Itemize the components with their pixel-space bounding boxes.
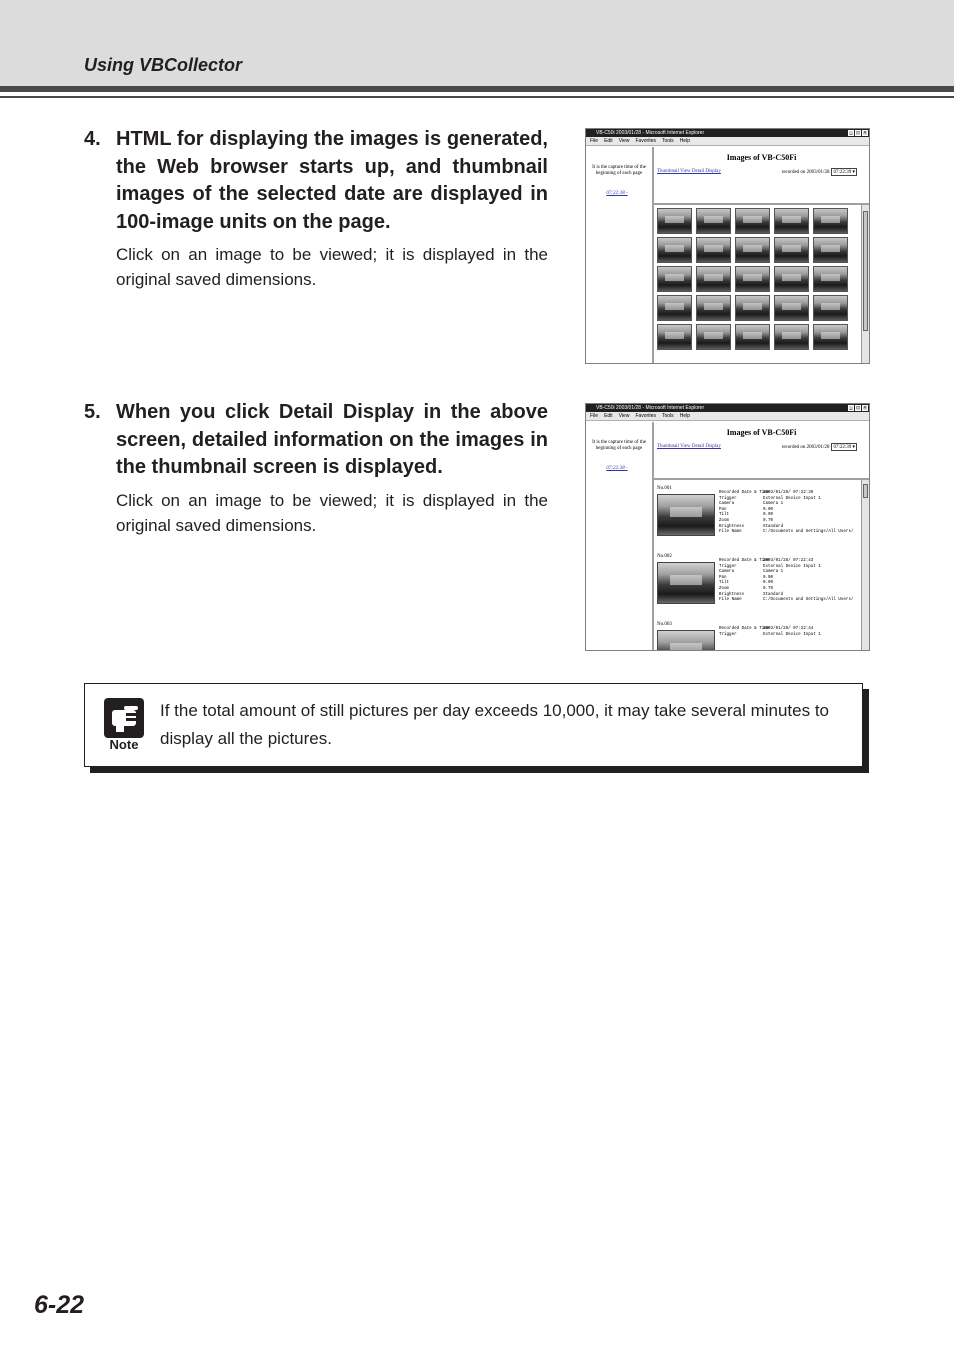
detail-label: Tilt xyxy=(719,513,730,518)
detail-label: Zoom xyxy=(719,586,730,591)
thumbnail-image[interactable] xyxy=(657,208,692,234)
thumbnail-image[interactable] xyxy=(813,266,848,292)
menu-edit[interactable]: Edit xyxy=(604,138,613,144)
note-text: If the total amount of still pictures per day exceeds 10,000, it may take several minutes to display all the pictures. xyxy=(160,701,830,748)
header-rule-thin xyxy=(0,96,954,98)
detail-table xyxy=(719,627,821,638)
scrollbar[interactable] xyxy=(861,480,869,650)
detail-label: Camera xyxy=(719,502,735,507)
detail-number: No.002 xyxy=(657,554,672,559)
detail-value: External Device Input 1 xyxy=(763,496,821,501)
detail-label: Tilt xyxy=(719,581,730,586)
thumbnail-image[interactable] xyxy=(735,266,770,292)
window-titlebar xyxy=(586,129,869,137)
detail-row xyxy=(719,598,853,604)
top-frame xyxy=(654,422,869,480)
menu-help[interactable]: Help xyxy=(679,138,690,144)
detail-number: No.003 xyxy=(657,622,672,627)
recorded-on xyxy=(782,168,857,176)
detail-value: Standard xyxy=(763,592,784,597)
menubar xyxy=(586,137,869,146)
step-4 xyxy=(84,126,548,292)
detail-value: External Device Input 1 xyxy=(763,564,821,569)
detail-value: Camera 1 xyxy=(763,570,784,575)
thumbnail-image[interactable] xyxy=(696,266,731,292)
detail-value: C:/Documents and Settings/All Users/ xyxy=(763,530,854,535)
detail-value: Camera 1 xyxy=(763,502,784,507)
detail-value: 0.70 xyxy=(763,586,774,591)
left-frame xyxy=(586,147,654,363)
maximize-icon[interactable]: □ xyxy=(856,130,860,136)
detail-number: No.001 xyxy=(657,486,672,491)
detail-value: 0.00 xyxy=(763,513,774,518)
step-heading: When you click Detail Display in the above screen, detailed information on the images in the thumbnail screen is displayed. xyxy=(116,401,548,478)
detail-value: 0.70 xyxy=(763,518,774,523)
thumbnail-image[interactable] xyxy=(813,324,848,350)
detail-table xyxy=(719,559,853,604)
pointing-hand-icon xyxy=(104,698,144,738)
detail-value: C:/Documents and Settings/All Users/ xyxy=(763,598,854,603)
detail-label: Recorded Date & Time xyxy=(719,559,770,563)
detail-row xyxy=(719,530,853,536)
time-select-value: 07:22:39 xyxy=(833,170,852,175)
menu-view[interactable]: View xyxy=(618,413,630,419)
thumbnail-image[interactable] xyxy=(774,295,809,321)
section-title: Using VBCollector xyxy=(84,55,243,75)
menubar xyxy=(586,412,869,421)
detail-label: Trigger xyxy=(719,632,737,637)
detail-item xyxy=(657,486,854,535)
step-body: Click on an image to be viewed; it is displayed in the original saved dimensions. xyxy=(116,490,548,535)
menu-view[interactable]: View xyxy=(618,138,630,144)
detail-label: Pan xyxy=(719,575,727,580)
scrollbar[interactable] xyxy=(861,205,869,363)
detail-label: File Name xyxy=(719,598,742,603)
detail-table xyxy=(719,491,853,536)
detail-frame xyxy=(654,480,869,650)
menu-file[interactable]: File xyxy=(590,138,599,144)
detail-label: Recorded Date & Time xyxy=(719,627,770,631)
step-number: 4. xyxy=(84,128,101,150)
thumbnail-image[interactable] xyxy=(657,237,692,263)
window-titlebar xyxy=(586,404,869,412)
step-5 xyxy=(84,399,548,538)
detail-row xyxy=(719,633,821,639)
scroll-thumb[interactable] xyxy=(863,211,868,331)
detail-value: Standard xyxy=(763,524,784,529)
thumbnail-image[interactable] xyxy=(813,295,848,321)
close-icon[interactable]: × xyxy=(863,130,867,136)
menu-edit[interactable]: Edit xyxy=(604,413,613,419)
minimize-icon[interactable]: _ xyxy=(849,130,853,136)
thumbnail-image[interactable] xyxy=(696,237,731,263)
frame-title: Images of VB-C50Fi xyxy=(726,428,797,437)
menu-favorites[interactable]: Favorites xyxy=(635,138,656,144)
screenshot-detail-view xyxy=(585,403,870,651)
thumbnail-image[interactable] xyxy=(774,237,809,263)
left-frame xyxy=(586,422,654,650)
thumbnail-frame xyxy=(654,205,869,363)
capture-time-note: It is the capture time of the beginning of each page xyxy=(592,440,646,451)
step-number: 5. xyxy=(84,401,101,423)
thumbnail-image[interactable] xyxy=(735,237,770,263)
detail-value: 0.00 xyxy=(763,507,774,512)
detail-item xyxy=(657,622,821,637)
capture-time-link[interactable]: 07:22:38 - xyxy=(606,466,628,471)
menu-tools[interactable]: Tools xyxy=(662,138,674,144)
detail-label: Pan xyxy=(719,507,727,512)
thumbnail-image[interactable] xyxy=(696,324,731,350)
menu-help[interactable]: Help xyxy=(679,413,690,419)
thumbnail-image[interactable] xyxy=(774,324,809,350)
thumbnail-image[interactable] xyxy=(813,208,848,234)
detail-label: Zoom xyxy=(719,518,730,523)
note-label: Note xyxy=(109,737,139,752)
detail-label: Trigger xyxy=(719,564,737,569)
detail-value: 0.00 xyxy=(763,575,774,580)
top-frame xyxy=(654,147,869,205)
view-links[interactable]: Thumbnail View Detail Display xyxy=(657,169,721,174)
thumbnail-image[interactable] xyxy=(735,208,770,234)
thumbnail-image[interactable] xyxy=(735,324,770,350)
thumbnail-image[interactable] xyxy=(735,295,770,321)
window-title: VB-C50i 2003/01/28 - Microsoft Internet Explorer xyxy=(596,130,705,136)
capture-time-link[interactable]: 07:22:38 - xyxy=(606,191,628,196)
thumbnail-image[interactable] xyxy=(657,266,692,292)
detail-label: Trigger xyxy=(719,496,737,501)
detail-value: External Device Input 1 xyxy=(763,632,821,637)
close-icon[interactable]: × xyxy=(863,405,867,411)
thumbnail-image[interactable] xyxy=(657,324,692,350)
detail-value: 0.00 xyxy=(763,581,774,586)
detail-label: Recorded Date & Time xyxy=(719,491,770,495)
thumbnail-grid xyxy=(657,208,848,350)
menu-file[interactable]: File xyxy=(590,413,599,419)
time-select[interactable]: 07:22:39 ▾ xyxy=(833,170,855,175)
window-title: VB-C50i 2003/01/28 - Microsoft Internet Explorer xyxy=(596,405,705,411)
recorded-on-label: recorded on 2003/01/28 xyxy=(781,169,830,175)
detail-item xyxy=(657,554,854,603)
thumbnail-image[interactable] xyxy=(813,237,848,263)
detail-image[interactable] xyxy=(657,630,715,651)
time-select-value: 07:22:39 xyxy=(833,445,852,450)
detail-image[interactable] xyxy=(657,562,715,604)
page-number: 6-22 xyxy=(34,1291,85,1319)
detail-label: Camera xyxy=(719,570,735,575)
thumbnail-image[interactable] xyxy=(696,208,731,234)
thumbnail-image[interactable] xyxy=(774,266,809,292)
recorded-on-label: recorded on 2003/01/28 xyxy=(781,444,830,450)
detail-label: Brightness xyxy=(719,592,745,597)
detail-value: 2003/01/28/ 07:22:44 xyxy=(763,627,814,631)
header-rule-thick xyxy=(0,86,954,92)
scroll-thumb[interactable] xyxy=(863,484,868,498)
detail-label: File Name xyxy=(719,530,742,535)
step-heading: HTML for displaying the images is generated, the Web browser starts up, and thumbnail images of the selected date are displayed in 100-image units on the page. xyxy=(116,128,548,233)
thumbnail-image[interactable] xyxy=(696,295,731,321)
step-body: Click on an image to be viewed; it is displayed in the original saved dimensions. xyxy=(116,245,548,289)
recorded-on xyxy=(782,443,857,451)
maximize-icon[interactable]: □ xyxy=(856,405,860,411)
detail-label: Brightness xyxy=(719,524,745,529)
detail-value: 2003/01/28/ 07:22:43 xyxy=(763,559,814,563)
view-links[interactable]: Thumbnail View Detail Display xyxy=(657,444,721,449)
screenshot-thumbnail-view xyxy=(585,128,870,364)
thumbnail-image[interactable] xyxy=(774,208,809,234)
menu-favorites[interactable]: Favorites xyxy=(635,413,656,419)
capture-time-note: It is the capture time of the beginning of each page xyxy=(592,165,646,176)
frame-title: Images of VB-C50Fi xyxy=(726,153,797,162)
thumbnail-image[interactable] xyxy=(657,295,692,321)
minimize-icon[interactable]: _ xyxy=(849,405,853,411)
time-select[interactable]: 07:22:39 ▾ xyxy=(833,445,855,450)
menu-tools[interactable]: Tools xyxy=(662,413,674,419)
detail-image[interactable] xyxy=(657,494,715,536)
detail-value: 2003/01/28/ 07:22:39 xyxy=(763,491,814,495)
